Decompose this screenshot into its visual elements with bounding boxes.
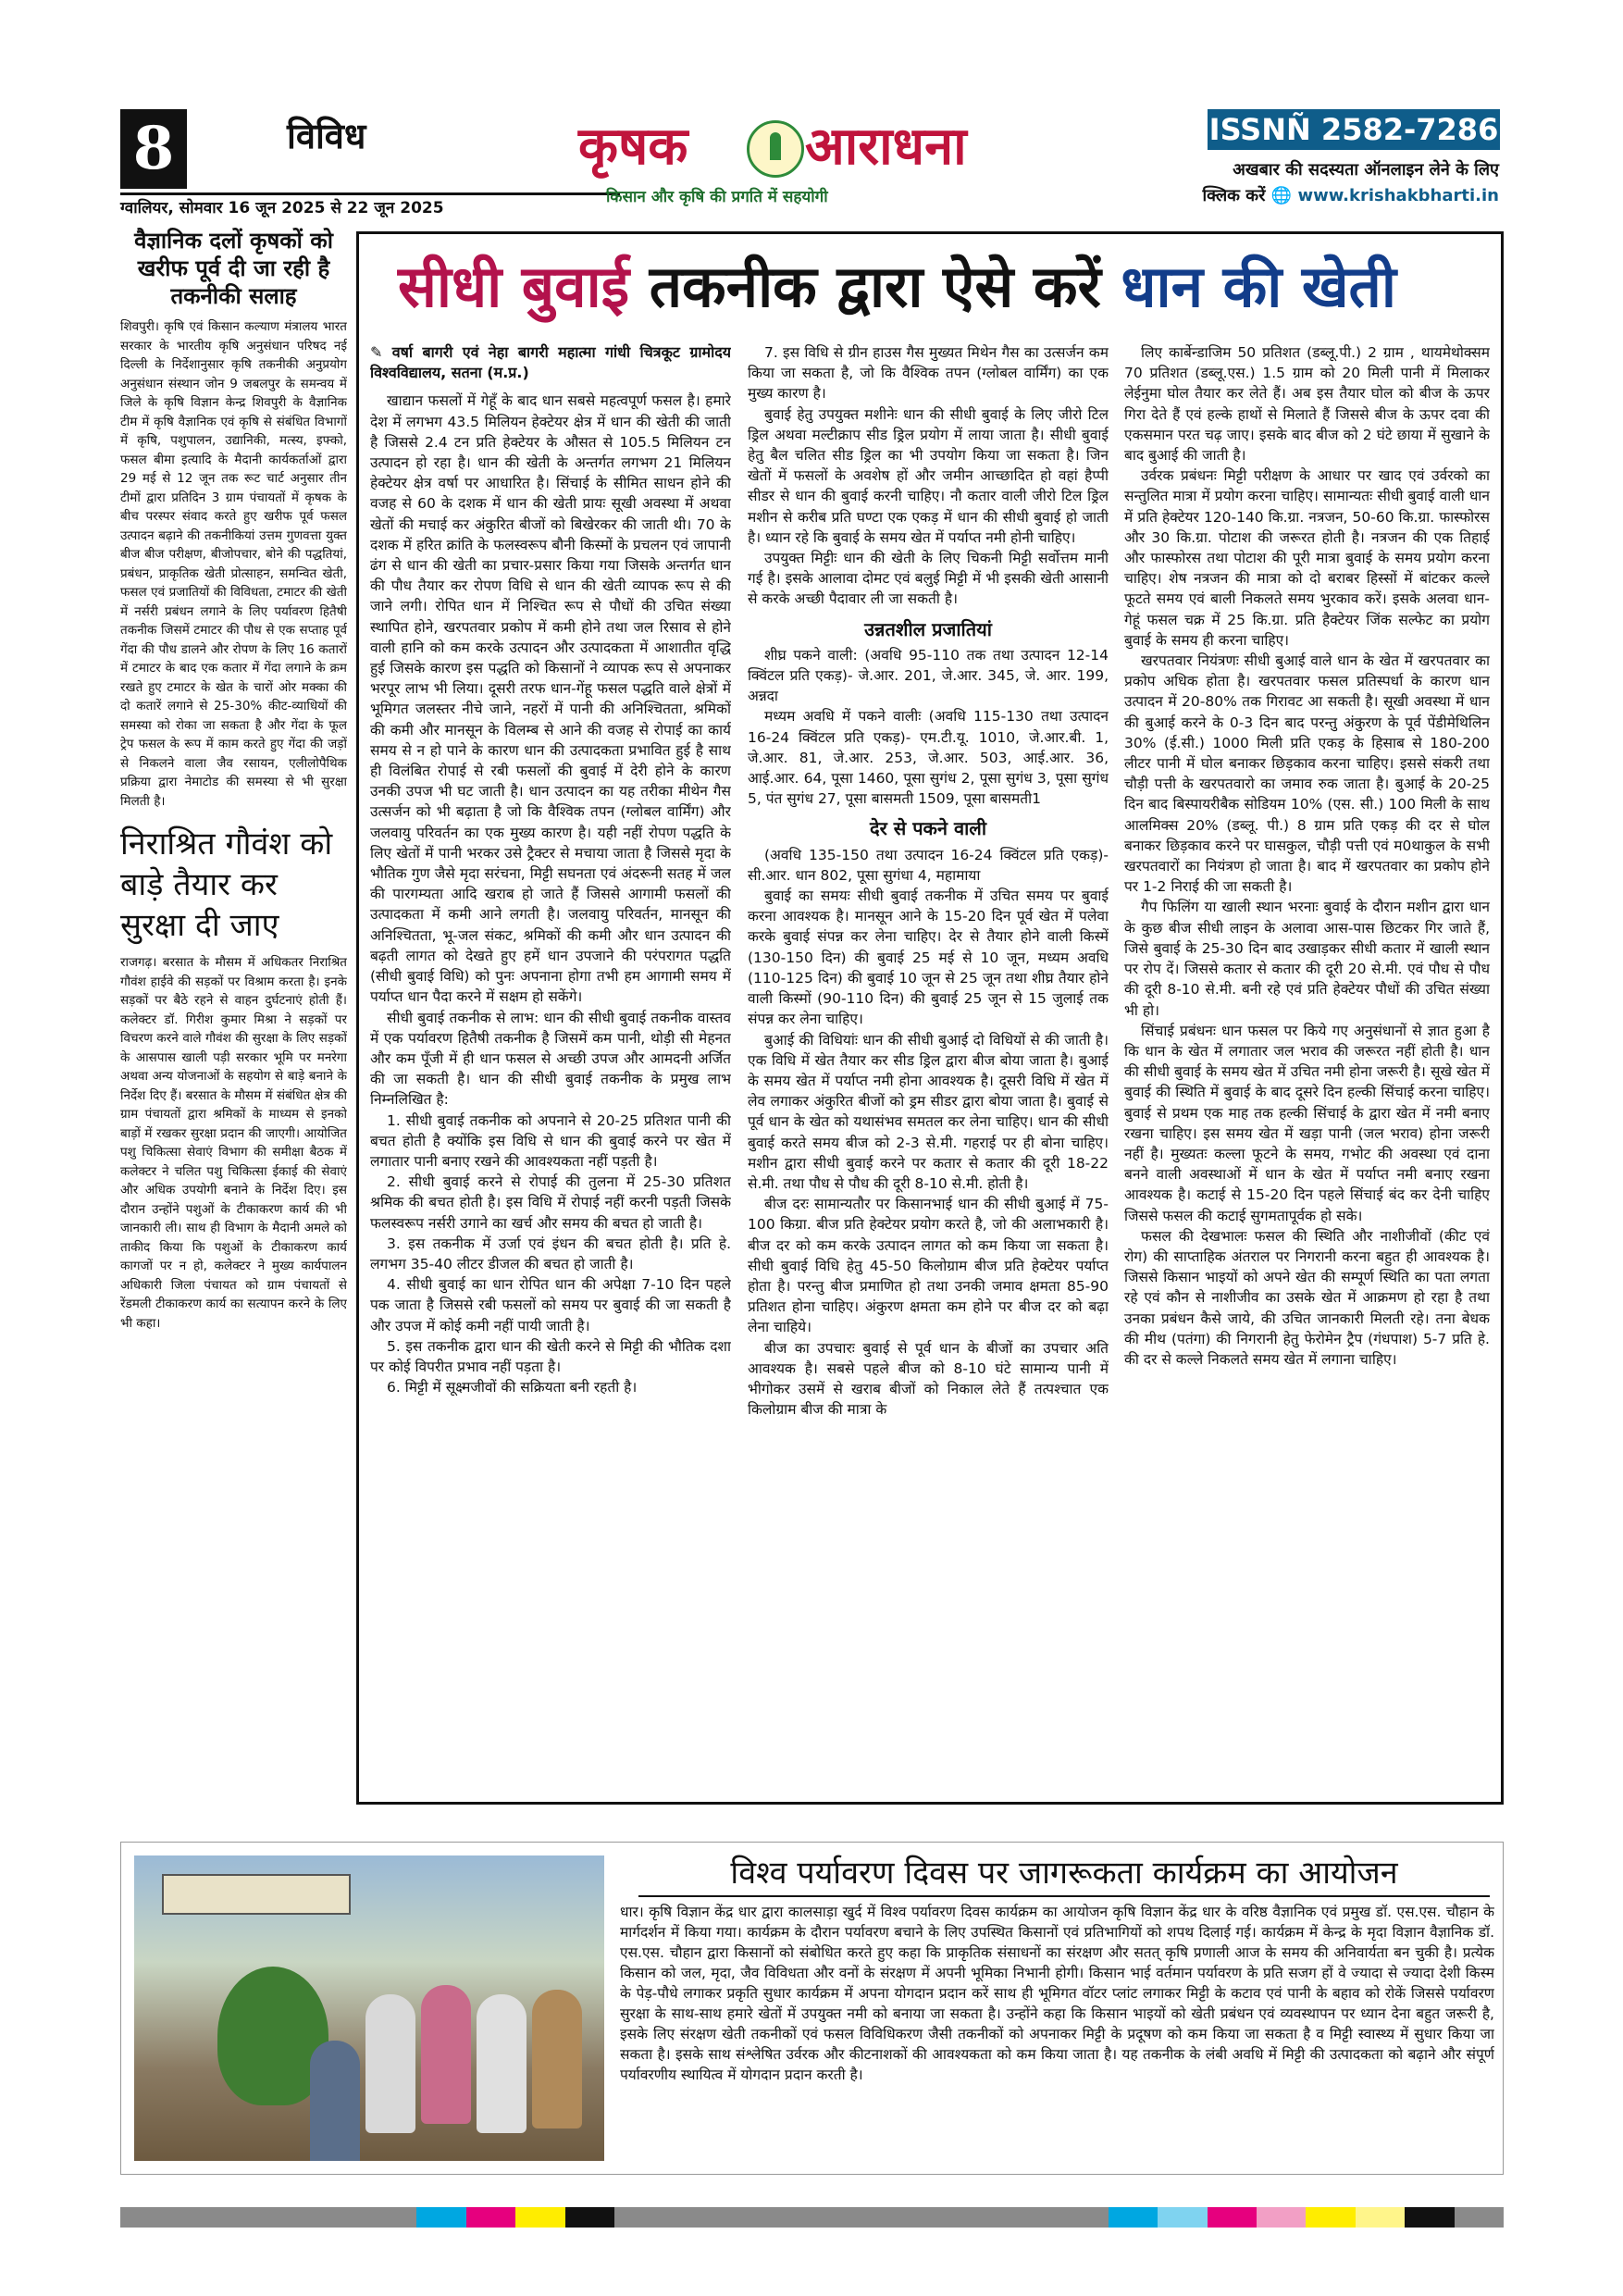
paragraph: बुवाई हेतु उपयुक्त मशीनेः धान की सीधी बुवाई के लिए जीरो टिल ड्रिल अथवा मल्टीक्राप सीड ड्रिल प्रयोग में लाया जाता है। सीधी बुवाई हेतु बैल चलित सीड ड्रिल का भी उपयोग किया जा सकता है। जिन खेतों में फसलों के अवशेष हों और जमीन आच्छादित हो वहां हैप्पी सीडर से धान की बुवाई करनी चाहिए। नौ कतार वाली जीरो टिल ड्रिल मशीन से करीब प्रति घण्टा एक एकड़ में धान की सीधी बुवाई हो जाती है। ध्यान रहे कि बुवाई के समय खेत में पर्याप्त नमी होनी चाहिए। <box>748 405 1109 546</box>
website-link[interactable]: www.krishakbharti.in <box>1297 186 1499 205</box>
paragraph: फसल की देखभालः फसल की स्थिति और नाशीजीवों (कीट एवं रोग) की साप्ताहिक अंतराल पर निगरानी करना बहुत ही आवश्यक है। जिससे किसान भाइयों को अपने खेत की सम्पूर्ण स्थिति का पता लगता रहे एवं कौन से नाशीजीव का उसके खेत में आक्रमण हो रहा है तथा उनका प्रबंधन कैसे जाये, की उचित जानकारी मिलती रहे। तना बेधक की मीथ (पतंगा) की निगरानी हेतु फेरोमेन ट्रैप (गंधपाश) 5-7 प्रति हे. की दर से कल्ले निकलते समय खेत में लगाना चाहिए। <box>1124 1227 1490 1368</box>
section-title: विविध <box>287 116 366 156</box>
color-swatch <box>614 2207 663 2228</box>
color-swatch <box>960 2207 1010 2228</box>
left-headline-2: निराश्रित गौवंश को बाड़े तैयार कर सुरक्षा दी जाए <box>120 825 333 944</box>
left-column <box>120 227 347 1800</box>
color-swatch <box>1109 2207 1158 2228</box>
paragraph: बुवाई का समयः सीधी बुवाई तकनीक में उचित समय पर बुवाई करना आवश्यक है। मानसून आने के 15-20 दिन पूर्व खेत में पलेवा करके बुवाई संपन्न कर लेना चाहिए। देर से तैयार होने वाली किस्में (130-150 दिन) की बुवाई 25 मई से 10 जून, मध्यम अवधि (110-125 दिन) की बुवाई 10 जून से 25 जून तथा शीघ्र तैयार होने वाली किस्मों (90-110 दिन) की बुवाई 25 जून से 15 जुलाई तक संपन्न कर लेना चाहिए। <box>748 887 1109 1028</box>
paragraph: खरपतवार नियंत्रणः सीधी बुआई वाले धान के खेत में खरपतवार का प्रकोप अधिक होता है। खरपतवार फसल प्रतिस्पर्धा के कारण धान उत्पादन में 20-80% तक गिरावट आ सकती है। सूखी अवस्था में धान की बुआई करने के 0-3 दिन बाद परन्तु अंकुरण के पूर्व पेंडीमेथिलिन 30% (ई.सी.) 1000 मिली प्रति एकड़ के हिसाब से 180-200 लीटर पानी में घोल बनाकर छिड़काव करना चाहिए। इससे संकरी तथा चौड़ी पत्ती के खरपतवारो का जमाव रुक जाता है। बुआई के 20-25 दिन बाद बिस्पायरीबैक सोडियम 10% (एस. सी.) 100 मिली के साथ आलमिक्स 20% (डब्लू. पी.) 8 ग्राम प्रति एकड़ की दर से घोल बनाकर छिड़काव करने पर घासकुल, चौड़ी पत्ती एवं म0थाकुल के सभी खरपतवारों का नियंत्रण हो जाता है। बाद में खरपतवार का प्रकोप होने पर 1-2 निराई की जा सकती है। <box>1124 652 1490 896</box>
paragraph: उपयुक्त मिट्टीः धान की खेती के लिए चिकनी मिट्टी सर्वोत्तम मानी गई है। इसके आलावा दोमट एवं बलुई मिट्टी में भी इसकी खेती आसानी से करके अच्छी पैदावार ली जा सकती है। <box>748 550 1109 608</box>
issn-badge: ISSNÑ 2582-7286 <box>1208 109 1500 150</box>
color-swatch <box>169 2207 218 2228</box>
color-swatch <box>861 2207 911 2228</box>
list-item: 3. इस तकनीक में उर्जा एवं इंधन की बचत होती है। प्रति हे. लगभग 35-40 लीटर डीजल की बचत हो जाती है। <box>370 1235 731 1272</box>
color-swatch <box>1257 2207 1306 2228</box>
page-number: 8 <box>120 109 187 189</box>
byline: ✎ वर्षा बागरी एवं नेहा बागरी महात्मा गांधी चित्रकूट ग्रामोदय विश्वविद्यालय, सतना (म.प्र.) <box>370 343 731 382</box>
subscribe-click: क्लिक करें <box>1202 186 1266 205</box>
color-swatch <box>515 2207 564 2228</box>
headline-part-3: धान की खेती <box>1121 253 1396 320</box>
color-swatch <box>219 2207 268 2228</box>
masthead-tagline: किसान और कृषि की प्रगति में सहयोगी <box>606 188 828 206</box>
paragraph: सीधी बुवाई तकनीक से लाभ: धान की सीधी बुवाई तकनीक वास्तव में एक पर्यावरण हितैषी तकनीक है जिसमें कम पानी, थोड़ी सी मेहनत और कम पूँजी में ही धान फसल से अच्छी उपज और आमदनी अर्जित की जा सकती है। धान की सीधी बुवाई तकनीक के प्रमुख लाभ निम्नलिखित है: <box>370 1009 731 1109</box>
color-swatch <box>663 2207 712 2228</box>
paragraph: सिंचाई प्रबंधनः धान फसल पर किये गए अनुसंधानों से ज्ञात हुआ है कि धान के खेत में लगातार जल भराव की जरूरत नहीं होती है। धान की सीधी बुवाई के समय खेत में उचित नमी होना जरूरी है। सूखे खेत में बुवाई की स्थिति में बुवाई के बाद दूसरे दिन हल्की सिंचाई करना चाहिए। बुवाई से प्रथम एक माह तक हल्की सिंचाई के द्वारा खेत में नमी बनाए रखना चाहिए। इस समय खेत में खड़ा पानी (जल भराव) होना जरूरी नहीं है। मुख्यतः कल्ला फूटने के समय, गभोट की अवस्था एवं दाना बनने वाली अवस्थाओं में धान के खेत में पर्याप्त नमी बनाए रखना आवश्यक है। कटाई से 15-20 दिन पहले सिंचाई बंद कर देनी चाहिए जिससे फसल की कटाई सुगमतापूर्वक हो सके। <box>1124 1022 1490 1224</box>
masthead <box>569 109 967 220</box>
paragraph: शीघ्र पकने वाली: (अवधि 95-110 तक तथा उत्पादन 12-14 क्विंटल प्रति एकड़)- जे.आर. 201, जे.आर. 345, जे. आर. 199, अन्नदा <box>748 646 1109 705</box>
masthead-right: आराधना <box>805 116 967 177</box>
subheading: उन्नतशील प्रजातियां <box>864 617 992 640</box>
paragraph: बुआई की विधियांः धान की सीधी बुआई दो विधियों से की जाती है। एक विधि में खेत तैयार कर सीड ड्रिल द्वारा बीज बोया जाता है। बुआई के समय खेत में पर्याप्त नमी होना आवश्यक है। दूसरी विधि में खेत में लेव लगाकर अंकुरित बीजों को ड्रम सीडर द्वारा बोया जाता है। बुवाई से पूर्व धान के खेत को यथासंभव समतल कर लेना चाहिए। धान की सीधी बुवाई करते समय बीज को 2-3 से.मी. गहराई पर ही बोना चाहिए। मशीन द्वारा सीधी बुवाई करने पर कतार से कतार की दूरी 18-22 से.मी. तथा पौध से पौध की दूरी 8-10 से.मी. होती है। <box>748 1031 1109 1192</box>
person <box>532 1990 582 2128</box>
color-swatch <box>1059 2207 1108 2228</box>
left-story-1: शिवपुरी। कृषि एवं किसान कल्याण मंत्रालय भारत सरकार के भारतीय कृषि अनुसंधान परिषद नई दिल्ली के निर्देशानुसार कृषि तकनीकी अनुप्रयोग अनुसंधान संस्थान जोन 9 जबलपुर के समन्वय में जिले के कृषि विज्ञान केन्द्र शिवपुरी के वैज्ञानिक टीम में कृषि वैज्ञानिक एवं कृषि से संबंधित विभागों में कृषि, पशुपालन, उद्यानिकी, मत्स्य, इफ्को, फसल बीमा इत्यादि के मैदानी कार्यकर्ताओं द्वारा 29 मई से 12 जून तक रूट चार्ट अनुसार तीन टीमों द्वारा प्रतिदिन 3 ग्राम पंचायतों में कृषक के बीच परस्पर संवाद करते हुए खरीफ पूर्व फसल उत्पादन बढ़ाने की तकनीकियां उत्तम गुणवत्ता युक्त बीज बीज परीक्षण, बीजोपचार, बोने की पद्धतियां, प्रबंधन, प्राकृतिक खेती प्रोत्साहन, समन्वित खेती, फसल एवं प्रजातियों की विविधता, टमाटर की खेती में नर्सरी प्रबंधन लगाने के लिए पर्यावरण हितैषी तकनीक जिसमें टमाटर की पौध से एक सप्ताह पूर्व गेंदा की पौध डालने और रोपण के लिए 16 कतारों में टमाटर के बाद एक कतार में गेंदा लगाने के क्रम रखते हुए टमाटर के खेत के चारों ओर मक्का की दो कतारें लगाने से 25-30% कीट-व्याधियों की समस्या को रोका जा सकता है और गेंदा के फूल ट्रेप फसल के रूप में काम करते हुए गेंदा की जड़ों से निकलने वाला जैव रसायन, एलीलोपैथिक प्रक्रिया द्वारा नेमाटोड की समस्या से भी सुरक्षा मिलती है। <box>120 319 347 809</box>
color-swatch <box>1455 2207 1504 2228</box>
article-column-1 <box>370 342 731 1795</box>
color-swatch <box>1010 2207 1059 2228</box>
list-item: 7. इस विधि से ग्रीन हाउस गैस मुख्यत मिथेन गैस का उत्सर्जन कम किया जा सकता है, जो कि वैश्विक तपन (ग्लोबल वार्मिंग) का एक मुख्य कारण है। <box>748 344 1109 403</box>
color-swatch <box>812 2207 861 2228</box>
list-item: 4. सीधी बुवाई का धान रोपित धान की अपेक्षा 7-10 दिन पहले पक जाता है जिससे रबी फसलों को समय पर बुवाई की जा सकती है और उपज में कोई कमी नहीं पायी जाती है। <box>370 1276 731 1334</box>
color-swatch <box>120 2207 169 2228</box>
headline-part-1: सीधी बुवाई <box>398 253 630 320</box>
subscribe-line: अखबार की सदस्यता ऑनलाइन लेने के लिए <box>1233 160 1499 180</box>
left-story-2: राजगढ़। बरसात के मौसम में अधिकतर निराश्रित गौवंश हाईवे की सड़कों पर विश्राम करता है। इनके सड़कों पर बैठे रहने से वाहन दुर्घटनाएं होती हैं। कलेक्टर डॉ. गिरीश कुमार मिश्रा ने सड़कों पर विचरण करने वाले गौवंश की सुरक्षा के लिए सड़कों के आसपास खाली पड़ी सरकार भूमि पर मनरेगा अथवा अन्य योजनाओं के सहयोग से बाड़े बनाने के निर्देश दिए हैं। बरसात के मौसम में संबंधित क्षेत्र की ग्राम पंचायतों द्वारा श्रमिकों के माध्यम से इनको बाड़ों में रखकर सुरक्षा प्रदान की जाएगी। आयोजित पशु चिकित्सा सेवाएं विभाग की समीक्षा बैठक में कलेक्टर ने चलित पशु चिकित्सा ईकाई की सेवाएं और अधिक उपयोगी बनाने के निर्देश दिए। इस दौरान उन्होंने पशुओं के टीकाकरण कार्य की भी जानकारी ली। साथ ही विभाग के मैदानी अमले को ताकीद किया कि पशुओं के टीकाकरण कार्य कागजों पर न हो, कलेक्टर ने मुख्य कार्यपालन अधिकारी जिला पंचायत को ग्राम पंचायतों से रेंडमली टीकाकरण कार्य का सत्यापन करने के लिए भी कहा। <box>120 955 347 1331</box>
paragraph: बीज दरः सामान्यतौर पर किसानभाई धान की सीधी बुआई में 75-100 किग्रा. बीज प्रति हेक्टेयर प्रयोग करते है, जो की अलाभकारी है। बीज दर को कम करके उत्पादन लागत को कम किया जा सकता है। सीधी बुवाई विधि हेतु 45-50 किलोग्राम बीज प्रति हेक्टेयर पर्याप्त होता है। परन्तु बीज प्रमाणित हो तथा उनकी जमाव क्षमता 85-90 प्रतिशत होना चाहिए। अंकुरण क्षमता कम होने पर बीज दर को बढ़ा लेना चाहिये। <box>748 1196 1109 1336</box>
color-swatch <box>1208 2207 1257 2228</box>
paragraph: लिए कार्बेन्डाजिम 50 प्रतिशत (डब्लू.पी.) 2 ग्राम , थायमेथोक्सम 70 प्रतिशत (डब्लू.एस.) 1.5 ग्राम को 20 मिली पानी में मिलाकर लेईनुमा घोल तैयार कर लेते हैं। अब इस तैयार घोल को बीज के ऊपर गिरा देते हैं एवं हल्के हाथों से मिलाते हैं जिससे बीज के ऊपर दवा की एकसमान परत चढ़ जाए। इसके बाद बीज को 2 घंटे छाया में सुखाने के बाद बुआई की जाती है। <box>1124 344 1490 465</box>
event-photo <box>134 1855 604 2161</box>
color-swatch <box>466 2207 515 2228</box>
paragraph: मध्यम अवधि में पकने वालीः (अवधि 115-130 तथा उत्पादन 16-24 क्विंटल प्रति एकड़)- एम.टी.यू. 1010, जे.आर.बी. 1, जे.आर. 81, जे.आर. 253, जे.आर. 503, आई.आर. 36, आई.आर. 64, पूसा 1460, पूसा सुगंध 2, पूसा सुगंध 3, पूसा सुगंध 5, पंत सुगंध 27, पूसा बासमती 1509, पूसा बासमती1 <box>748 708 1109 808</box>
list-item: 6. मिट्टी में सूक्ष्मजीवों की सक्रियता बनी रहती है। <box>387 1379 638 1396</box>
paragraph: गैप फिलिंग या खाली स्थान भरनाः बुवाई के दौरान मशीन द्वारा धान के कुछ बीज सीधी लाइन के अलावा आस-पास छिटकर गिर जाते हैं, जिसे बुवाई के 25-30 दिन बाद उखाड़कर सीधी कतार में खाली स्थान पर रोप दें। जिससे कतार से कतार की दूरी 20 से.मी. एवं पौध से पौध की दूरी 8-10 से.मी. बनी रहे एवं प्रति हेक्टेयर पौधों की उचित संख्या भी हो। <box>1124 899 1490 1019</box>
header-rule <box>120 192 620 195</box>
person <box>365 1994 415 2133</box>
wheat-logo-icon <box>747 120 804 178</box>
subheading: देर से पकने वाली <box>869 817 987 840</box>
color-swatch <box>318 2207 367 2228</box>
dateline: ग्वालियर, सोमवार 16 जून 2025 से 22 जून 2025 <box>120 199 444 217</box>
main-headline <box>398 250 1471 324</box>
paragraph: खाद्यान फसलों में गेहूँ के बाद धान सबसे महत्वपूर्ण फसल है। हमारे देश में लगभग 43.5 मिलियन हेक्टेयर क्षेत्र में धान की खेती की जाती है जिससे 2.4 टन प्रति हेक्टेयर के औसत से 105.5 मिलियन टन उत्पादन हो रहा है। धान की खेती के अन्तर्गत लगभग 21 मिलियन हेक्टेयर क्षेत्र वर्षा पर आधारित है। सिंचाई के सीमित साधन होने की वजह से 60 के दशक में धान की खेती प्रायः सूखी अवस्था में अथवा खेतों की मचाई कर अंकुरित बीजों को बिखेरकर की जाती थी। 70 के दशक में हरित क्रांति के फलस्वरूप बौनी किस्मों के प्रचलन एवं जापानी ढंग से धान की खेती का प्रचार-प्रसार किया गया जिसके अन्तर्गत धान की पौध तैयार कर रोपण विधि से धान की खेती व्यापक रूप से की जाने लगी। रोपित धान में निश्चित रूप से पौधों की उचित संख्या स्थापित होने, खरपतवार प्रकोप में कमी होने तथा जल रिसाव से होने वाली हानि को कम करके उत्पादन और उत्पादकता में आशातीत वृद्धि हुई जिसके कारण इस पद्धति को किसानों ने व्यापक रूप से अपनाकर भरपूर लाभ भी लिया। दूसरी तरफ धान-गेंहू फसल पद्धति वाले क्षेत्रों में भूमिगत जलस्तर नीचे जाने, नहरों में पानी की अनिश्चितता, श्रमिकों की कमी और मानसून के विलम्ब से आने की वजह से रोपाई का कार्य समय से न हो पाने के कारण धान की उत्पादकता प्रभावित हुई है साथ ही विलंबित रोपाई से रबी फसलों की बुवाई में देरी होने के कारण उनकी उपज भी घट जाती है। धान उत्पादन का यह तरीका मीथेन गैस उत्सर्जन को भी बढ़ाता है जो कि वैश्विक तपन (ग्लोबल वार्मिंग) और जलवायु परिवर्तन का एक मुख्य कारण है। यही नहीं रोपण पद्धति के लिए खेतों में पानी भरकर उसे ट्रैक्टर से मचाया जाता है जिससे मृदा के भौतिक गुण जैसे मृदा सरंचना, मिट्टी सघनता एवं अंदरूनी सतह में जल की पारगम्यता आदि खराब हो जाते हैं जिससे आगामी फसलों की उत्पादकता में कमी आने लगती है। जलवायु परिवर्तन, मानसून की अनिश्चितता, भू-जल संकट, श्रमिकों की कमी और धान उत्पादन की बढ़ती लागत को देखते हुए हमें धान उपजाने की परंपरागत पद्धति (सीधी बुवाई विधि) को पुनः अपनाना होगा तभी हम आगामी समय में पर्याप्त धान पैदा करने में सक्षम हो सकेंगे। <box>370 392 731 1006</box>
masthead-left: कृषक <box>578 116 688 177</box>
list-item: 2. सीधी बुवाई करने से रोपाई की तुलना में 25-30 प्रतिशत श्रमिक की बचत होती है। इस विधि में रोपाई नहीं करनी पड़ती जिसके फलस्वरूप नर्सरी उगाने का खर्च और समय की बचत हो जाती है। <box>370 1173 731 1232</box>
color-registration-bar <box>120 2207 1504 2228</box>
bottom-headline: विश्व पर्यावरण दिवस पर जागरूकता कार्यक्रम का आयोजन <box>638 1851 1490 1897</box>
person <box>310 2041 360 2161</box>
article-column-2 <box>748 342 1109 1795</box>
left-headline-1: वैज्ञानिक दलों कृषकों को खरीफ पूर्व दी जा रही है तकनीकी सलाह <box>134 227 333 309</box>
color-swatch <box>416 2207 465 2228</box>
globe-icon: 🌐 <box>1270 186 1293 205</box>
color-swatch <box>268 2207 317 2228</box>
color-swatch <box>367 2207 416 2228</box>
color-swatch <box>565 2207 614 2228</box>
color-swatch <box>1158 2207 1207 2228</box>
paragraph: बीज का उपचारः बुवाई से पूर्व धान के बीजों का उपचार अति आवश्यक है। सबसे पहले बीज को 8-10 घंटे सामान्य पानी में भीगोकर उसमें से खराब बीजों को निकाल लेते हैं तत्पश्चात एक किलोग्राम बीज की मात्रा के <box>748 1339 1109 1419</box>
color-swatch <box>1306 2207 1355 2228</box>
color-swatch <box>762 2207 812 2228</box>
person <box>421 1985 471 2124</box>
article-column-3 <box>1124 342 1490 1795</box>
headline-part-2: तकनीक द्वारा ऐसे करें <box>629 253 1121 320</box>
bottom-story-text: धार। कृषि विज्ञान केंद्र धार द्वारा कालसाड़ा खुर्द में विश्व पर्यावरण दिवस कार्यक्रम का आयोजन कृषि विज्ञान केंद्र धार के वरिष्ठ वैज्ञानिक एवं प्रमुख डॉ. एस.एस. चौहान के मार्गदर्शन में किया गया। कार्यक्रम के दौरान पर्यावरण बचाने के लिए उपस्थित किसानों एवं प्रतिभागियों को शपथ दिलाई गई। कार्यक्रम में केन्द्र के मृदा विज्ञान वैज्ञानिक डॉ. एस.एस. चौहान द्वारा किसानों को संबोधित करते हुए कहा कि प्राकृतिक संसाधनों का संरक्षण और सतत् कृषि प्रणाली आज के समय की अनिवार्यता बन चुकी है। प्रत्येक किसान को जल, मृदा, जैव विविधता और वनों के संरक्षण में अपनी भूमिका निभानी होगी। किसान भाई वर्तमान पर्यावरण के प्रति सजग हों वे ज्यादा से ज्यादा देशी किस्म के पेड़-पौधे लगाकर प्रकृति सुधार कार्यक्रम में अपना योगदान प्रदान करें साथ ही भूमिगत वॉटर प्लांट लगाकर मिट्टी के कटाव एवं पानी के बहाव को रोकें जिससे पर्यावरण सुरक्षा के साथ-साथ हमारे खेतों में उपयुक्त नमी को बनाया जा सकता है। उन्होंने कहा कि किसान भाइयों को खेती प्रबंधन एवं व्यवस्थापन पर ध्यान देना बहुत जरूरी है, इसके लिए संरक्षण खेती तकनीकों एवं फसल विविधिकरण जैसी तकनीकों को अपनाकर मिट्टी के प्रदूषण को कम किया जा सकता है व मिट्टी स्वास्थ्य में सुधार किया जा सकता है। इसके साथ संश्लेषित उर्वरक और कीटनाशकों की आवश्यकता को कम किया जाता है। यह तकनीक के लंबी अवधि में मिट्टी की उत्पादकता को बढ़ाने और संपूर्ण पर्यावरणीय स्थायित्व में योगदान प्रदान करती है। <box>620 1904 1494 2083</box>
list-item: 1. सीधी बुवाई तकनीक को अपनाने से 20-25 प्रतिशत पानी की बचत होती है क्योंकि इस विधि से धान की बुवाई करने पर खेत में लगातार पानी बनाए रखने की आवश्यकता नहीं पड़ती है। <box>370 1111 731 1170</box>
person <box>477 1994 527 2133</box>
photo-banner <box>162 1874 351 1915</box>
subscribe-box <box>1147 157 1499 209</box>
color-swatch <box>1405 2207 1454 2228</box>
paragraph: उर्वरक प्रबंधनः मिट्टी परीक्षण के आधार पर खाद एवं उर्वरको का सन्तुलित मात्रा में प्रयोग करना चाहिए। सामान्यतः सीधी बुवाई वाली धान में प्रति हेक्टेयर 120-140 कि.ग्रा. नत्रजन, 50-60 कि.ग्रा. फास्फोरस और 30 कि.ग्रा. पोटाश की जरूरत होती है। नत्रजन की एक तिहाई और फास्फोरस तथा पोटाश की पूरी मात्रा बुवाई के समय प्रयोग करना चाहिए। शेष नत्रजन की मात्रा को दो बराबर हिस्सों में बांटकर कल्ले फूटते समय एवं बाली निकलते समय भुरकाव करें। इसके अलवा धान-गेहूं फसल चक्र में 25 कि.ग्रा. प्रति हैक्टेयर जिंक सल्फेट का प्रयोग बुवाई के समय ही करना चाहिए। <box>1124 467 1490 649</box>
color-swatch <box>911 2207 960 2228</box>
color-swatch <box>1356 2207 1405 2228</box>
paragraph: (अवधि 135-150 तथा उत्पादन 16-24 क्विंटल प्रति एकड़)- सी.आर. धान 802, पूसा सुगंधा 4, महामाया <box>748 846 1109 884</box>
color-swatch <box>713 2207 762 2228</box>
list-item: 5. इस तकनीक द्वारा धान की खेती करने से मिट्टी की भौतिक दशा पर कोई विपरीत प्रभाव नहीं पड़ता है। <box>370 1337 731 1375</box>
